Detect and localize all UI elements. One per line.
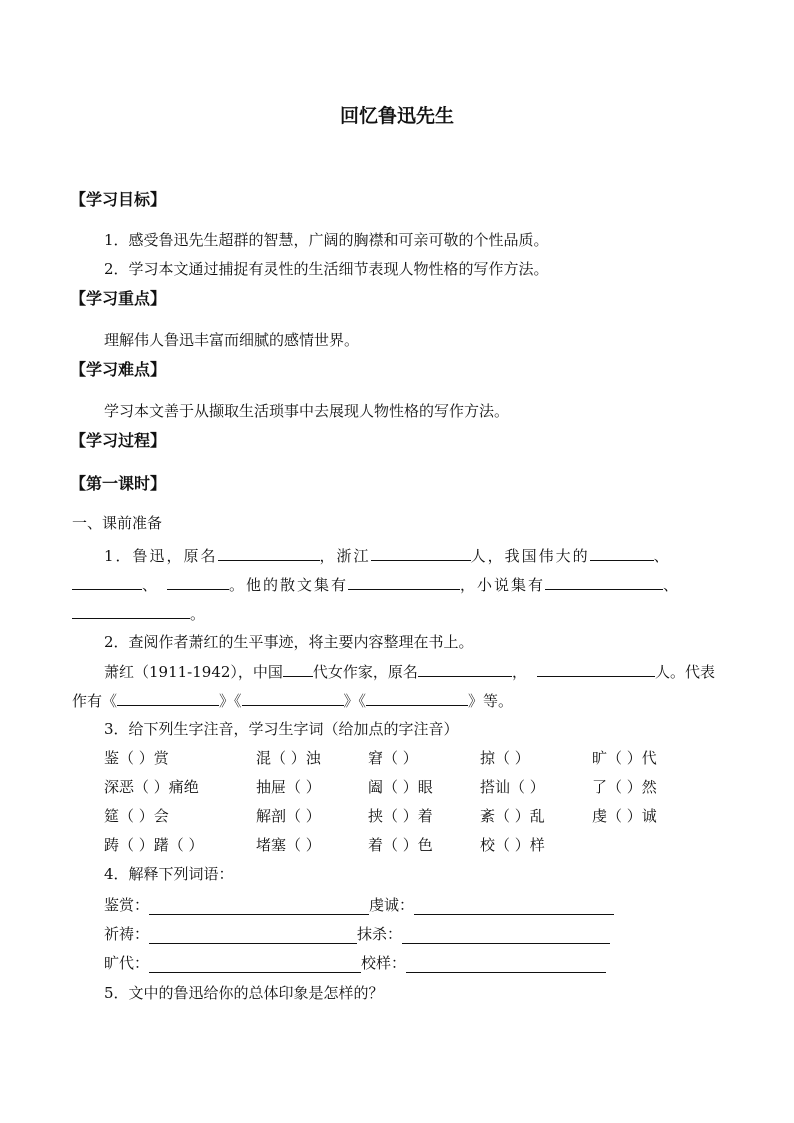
q3-item: 旷（ ）代 — [592, 749, 657, 767]
q3-item: 深恶（ ）痛绝 — [104, 778, 199, 796]
q4-term-label: 虔诚： — [369, 896, 415, 914]
q4-term-label: 祈祷： — [104, 925, 150, 943]
q3-item: 堵塞（ ） — [256, 836, 321, 854]
q1-text-c: 人，我国伟大的 — [470, 547, 590, 565]
q2-line-3 — [72, 690, 513, 711]
q2-text-c: ， — [511, 663, 527, 681]
q1-text-f: 。他的散文集有 — [229, 576, 349, 594]
difficulty-heading: 【学习难点】 — [70, 360, 167, 379]
q2-text-d: 人。代表 — [654, 663, 715, 681]
q4-answer-line[interactable] — [402, 928, 610, 944]
q1-blank-hometown[interactable] — [371, 545, 471, 561]
q3-item: 筵（ ）会 — [104, 807, 169, 825]
q3-item: 抽屉（ ） — [256, 778, 321, 796]
q3-item: 了（ ）然 — [592, 778, 657, 796]
q1-blank-novels-1[interactable] — [545, 574, 663, 590]
lesson1-heading: 【第一课时】 — [70, 474, 167, 493]
q3-item: 混（ ）浊 — [256, 749, 321, 767]
q4-term-label: 鉴赏： — [104, 896, 150, 914]
q2-text-f: 》《 — [219, 692, 242, 710]
q5-text: 5．文中的鲁迅给你的总体印象是怎样的？ — [104, 984, 384, 1002]
focus-heading: 【学习重点】 — [70, 289, 167, 308]
q4-answer-line[interactable] — [406, 957, 606, 973]
q4-text: 4．解释下列词语： — [104, 865, 234, 883]
q2-line-2 — [104, 661, 715, 682]
q3-item: 鉴（ ）赏 — [104, 749, 169, 767]
q4-term-label: 校样： — [361, 954, 407, 972]
q2-text: 2．查阅作者萧红的生平事迹，将主要内容整理在书上。 — [104, 633, 474, 651]
q1-blank-title-1[interactable] — [590, 545, 654, 561]
q1-blank-title-3[interactable] — [167, 574, 229, 590]
q1-text-b: ，浙江 — [319, 547, 371, 565]
q1-text-h: 、 — [663, 576, 681, 594]
q2-blank-work-3[interactable] — [366, 690, 468, 706]
q1-line-3 — [72, 603, 205, 624]
q3-item: 着（ ）色 — [368, 836, 433, 854]
q3-text: 3．给下列生字注音，学习生字词（给加点的字注音） — [104, 720, 459, 738]
q1-text-d: 、 — [653, 547, 671, 565]
page-title: 回忆鲁迅先生 — [339, 105, 454, 127]
q2-text-h: 》等。 — [468, 692, 514, 710]
goal-item-2: 2．学习本文通过捕捉有灵性的生活细节表现人物性格的写作方法。 — [104, 260, 549, 278]
q2-text-b: 代女作家，原名 — [312, 663, 418, 681]
q1-text-e: 、 — [142, 576, 160, 594]
q4-answer-line[interactable] — [414, 899, 614, 915]
q1-text-g: ，小说集有 — [460, 576, 546, 594]
q1-line-2 — [72, 574, 680, 595]
q3-item: 窘（ ） — [368, 749, 418, 767]
q3-item: 掠（ ） — [480, 749, 530, 767]
q3-item: 踌（ ）躇（ ） — [104, 836, 204, 854]
focus-text: 理解伟人鲁迅丰富而细腻的感情世界。 — [104, 331, 360, 349]
q2-blank-name[interactable] — [418, 661, 512, 677]
q1-line-1 — [104, 545, 671, 566]
q1-text-a: 1．鲁迅，原名 — [104, 547, 218, 565]
q2-blank-work-1[interactable] — [117, 690, 219, 706]
q3-item: 挟（ ）着 — [368, 807, 433, 825]
q1-blank-title-2[interactable] — [72, 574, 142, 590]
q2-text-a: 萧红（1911-1942），中国 — [104, 663, 283, 681]
q2-text-g: 》《 — [343, 692, 367, 710]
q3-item: 搭讪（ ） — [480, 778, 545, 796]
q4-row — [104, 953, 606, 973]
q2-text-e: 作有《 — [72, 692, 118, 710]
process-heading: 【学习过程】 — [70, 431, 167, 450]
q3-item: 解剖（ ） — [256, 807, 321, 825]
q1-text-i: 。 — [190, 605, 206, 623]
q2-blank-hometown[interactable] — [537, 661, 655, 677]
q4-term-label: 旷代： — [104, 954, 150, 972]
prep-heading: 一、课前准备 — [72, 514, 163, 532]
q2-blank-work-2[interactable] — [242, 690, 344, 706]
q3-item: 虔（ ）诚 — [592, 807, 657, 825]
q4-answer-line[interactable] — [149, 928, 357, 944]
q1-blank-novels-2[interactable] — [72, 603, 190, 619]
q3-item: 紊（ ）乱 — [480, 807, 545, 825]
q4-row — [104, 895, 614, 915]
q2-blank-era[interactable] — [283, 661, 313, 677]
q4-answer-line[interactable] — [149, 957, 361, 973]
q4-answer-line[interactable] — [149, 899, 369, 915]
q3-item: 校（ ）样 — [480, 836, 545, 854]
q1-blank-essays[interactable] — [348, 574, 460, 590]
difficulty-text: 学习本文善于从撷取生活琐事中去展现人物性格的写作方法。 — [104, 402, 510, 420]
goals-heading: 【学习目标】 — [70, 190, 167, 209]
q3-item: 阖（ ）眼 — [368, 778, 433, 796]
q4-term-label: 抹杀： — [357, 925, 403, 943]
q4-row — [104, 924, 610, 944]
q1-blank-name[interactable] — [218, 545, 320, 561]
goal-item-1: 1．感受鲁迅先生超群的智慧，广阔的胸襟和可亲可敬的个性品质。 — [104, 231, 549, 249]
